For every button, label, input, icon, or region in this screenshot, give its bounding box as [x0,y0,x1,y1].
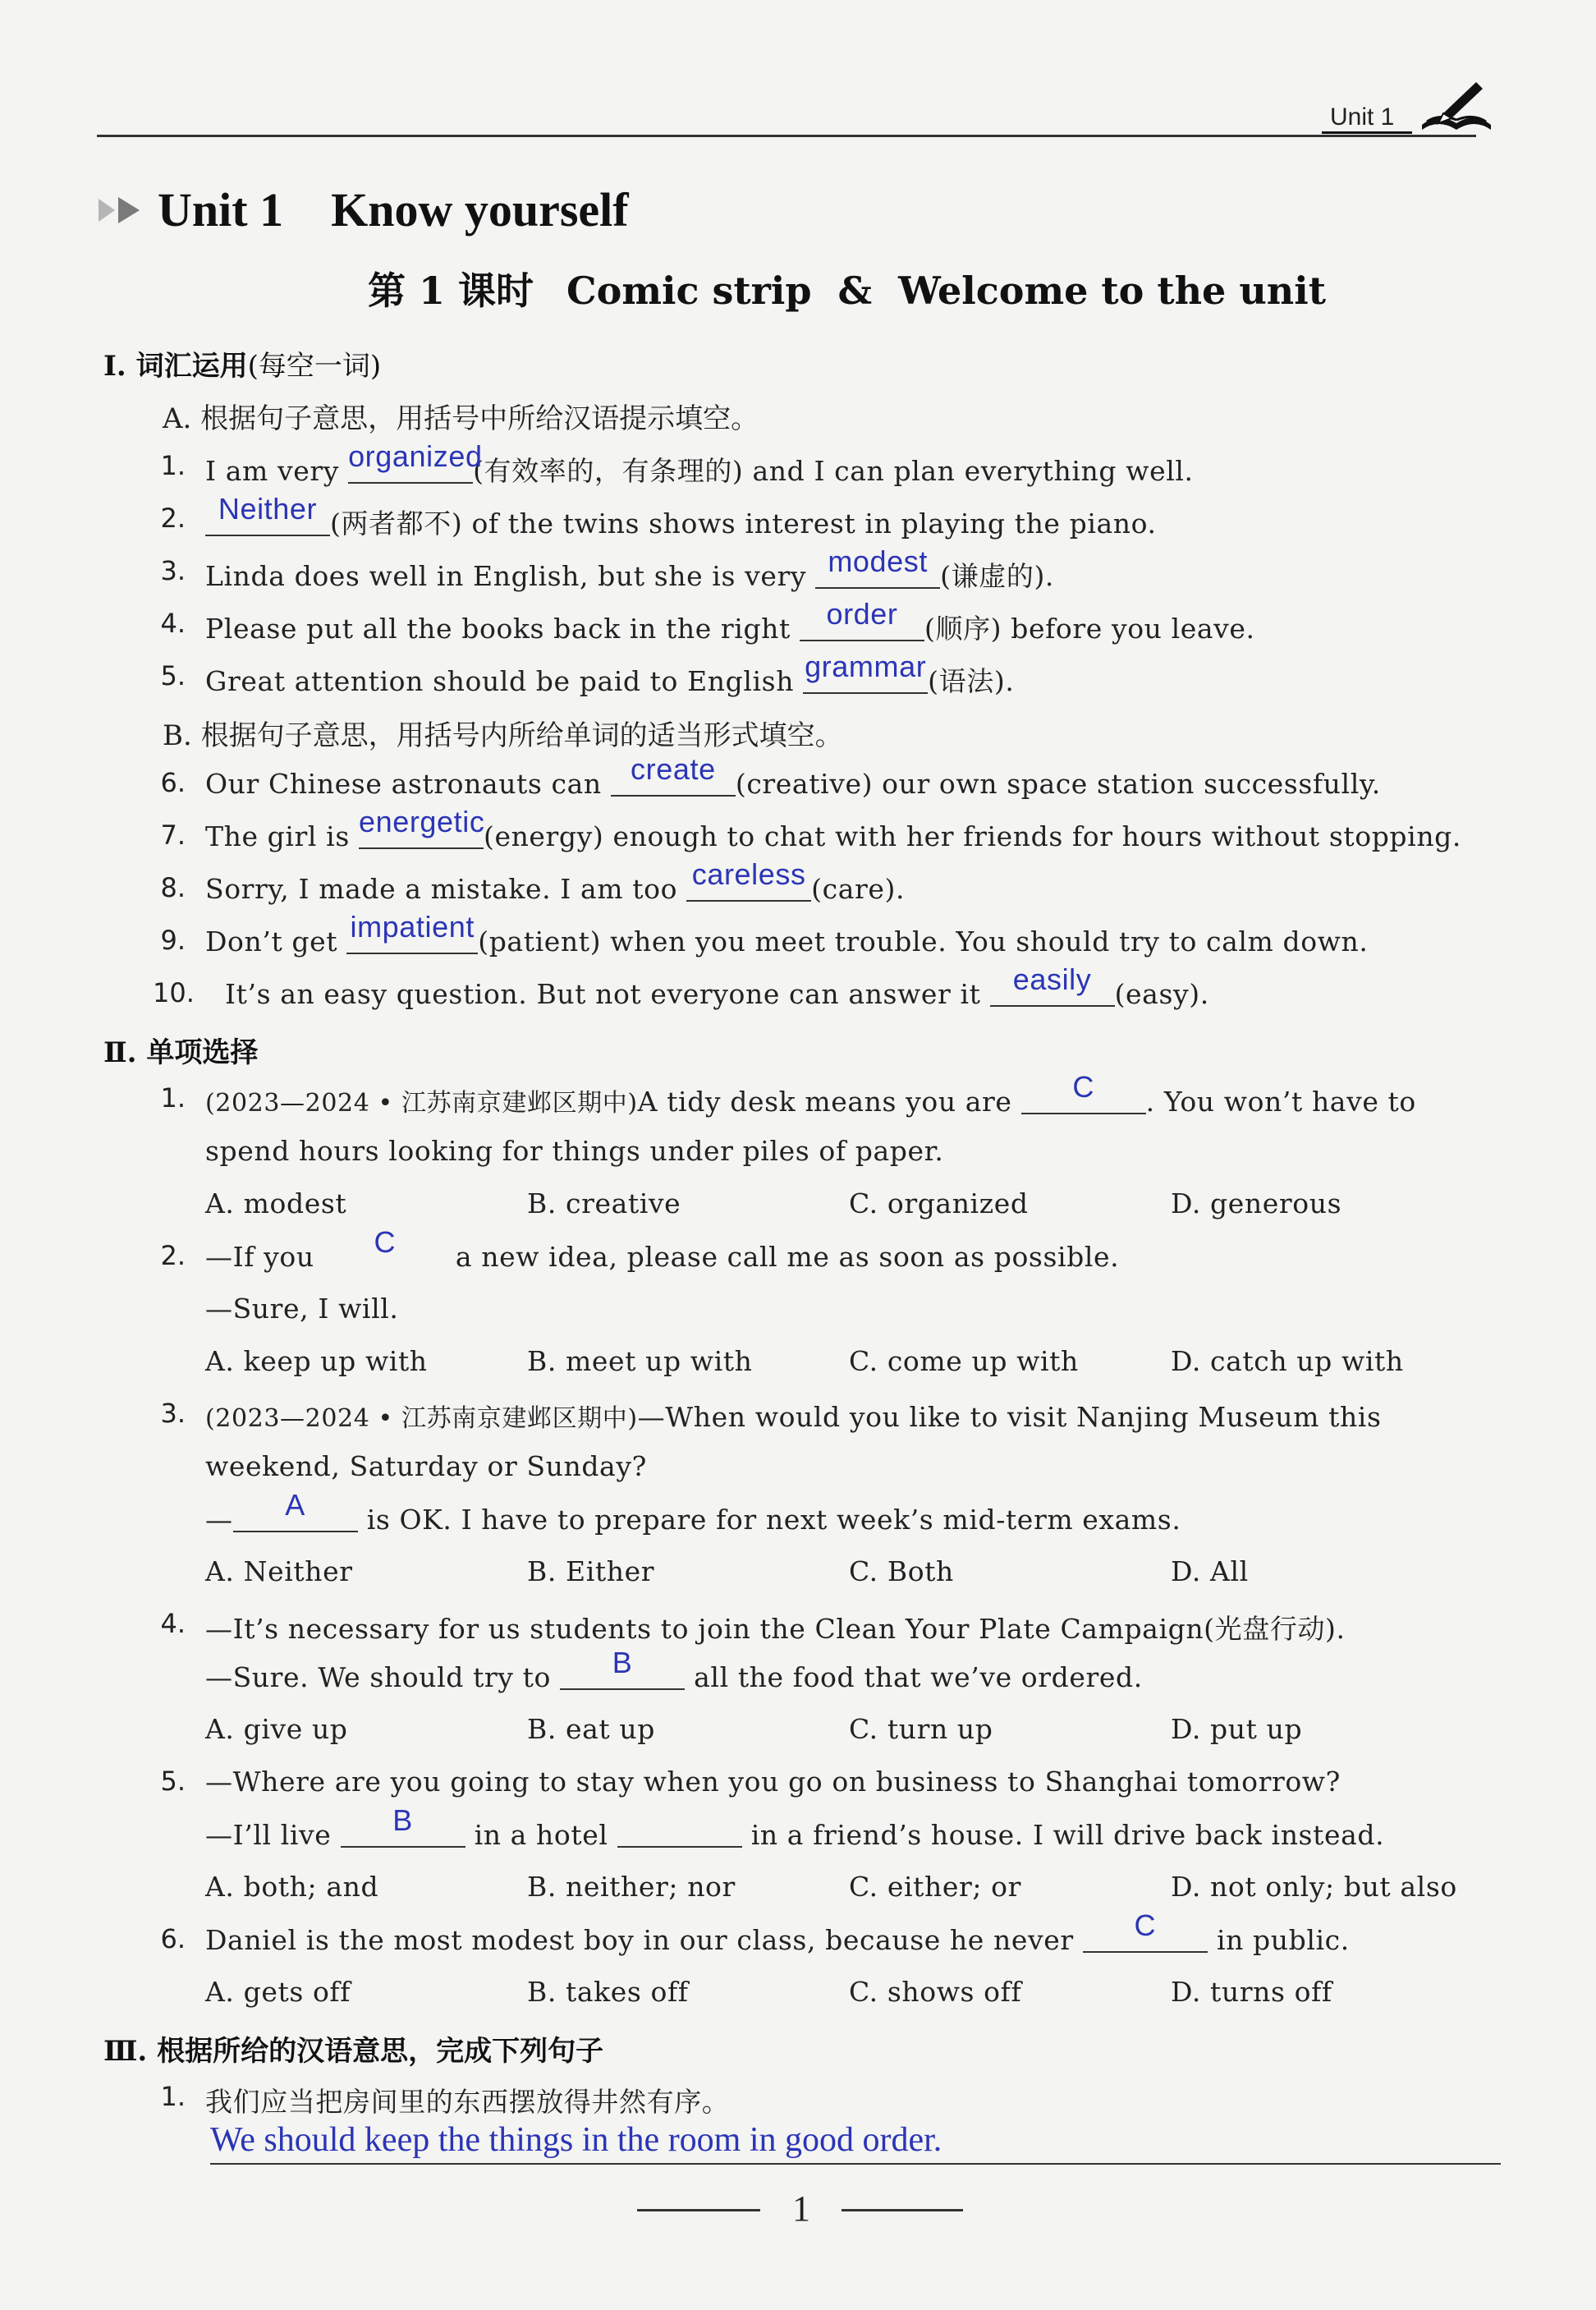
question-source: (2023—2024 • 江苏南京建邺区期中) [205,1404,638,1433]
question-number: 3. [160,1398,186,1429]
unit-title [97,182,629,237]
answer-blank[interactable] [348,439,483,484]
option-a[interactable]: A. modest [205,1187,347,1219]
lesson-title [368,261,1326,315]
unit-number: Unit 1 [158,183,284,237]
item-number: 9. [160,925,186,956]
book-pen-icon [1419,76,1494,135]
question-number: 6. [160,1923,186,1954]
item-number: 7. [160,820,186,851]
handwritten-answer: order [826,597,898,631]
mcq-stem: (2023—2024 • 江苏南京建邺区期中)A tidy desk means you are C . You won’t have to [205,1070,1416,1118]
option-d[interactable]: D. generous [1171,1187,1342,1219]
handwritten-answer: B [392,1803,413,1837]
header-unit-underline [1322,131,1412,134]
handwritten-answer: easily [1012,962,1092,996]
handwritten-sentence-answer: We should keep the things in the room in good order. [210,2121,942,2159]
option-b[interactable]: B. Either [527,1555,655,1587]
mcq-stem: (2023—2024 • 江苏南京建邺区期中)—When would you like to visit Nanjing Museum this [205,1401,1382,1433]
question-number: 1. [160,1082,186,1114]
option-a[interactable]: A. keep up with [205,1345,428,1377]
handwritten-answer: careless [691,857,806,891]
answer-blank[interactable] [686,857,811,902]
question-source: (2023—2024 • 江苏南京建邺区期中) [205,1089,638,1118]
item-number: 5. [160,660,186,691]
translation-prompt: 我们应当把房间里的东西摆放得井然有序。 [205,2086,730,2118]
option-d[interactable]: D. not only; but also [1171,1871,1457,1903]
vocab-item: The girl is energetic (energy) enough to chat with her friends for hours without stopping. [205,805,1461,852]
question-number: 5. [160,1766,186,1797]
option-c[interactable]: C. Both [849,1555,954,1587]
option-d[interactable]: D. put up [1171,1713,1303,1745]
answer-blank[interactable] [1021,1070,1146,1114]
answer-blank[interactable] [990,962,1115,1007]
lesson-title-cn: 第 1 课时 [368,269,534,313]
mcq-reply: —Sure. We should try to B all the food that we’ve ordered. [205,1646,1143,1693]
mcq-stem-continued: spend hours looking for things under piles of paper. [205,1135,944,1167]
handwritten-answer: A [285,1488,305,1522]
vocab-item: Great attention should be paid to English grammar (语法). [205,650,1015,697]
item-number: 2. [160,503,186,534]
answer-line[interactable] [210,2163,1501,2165]
handwritten-answer: C [374,1225,397,1259]
page-number-rule-right [842,2209,963,2211]
vocab-item: Sorry, I made a mistake. I am too careless (care). [205,857,906,905]
option-a[interactable]: A. Neither [205,1555,353,1587]
handwritten-answer: energetic [358,805,485,838]
item-number: 4. [160,608,186,639]
option-d[interactable]: D. turns off [1171,1976,1332,2008]
mcq-stem: —If you C a new idea, please call me as soon as possible. [205,1225,1120,1273]
answer-blank[interactable] [815,544,940,589]
handwritten-answer: C [1072,1070,1094,1104]
option-b[interactable]: B. creative [527,1187,681,1219]
option-b[interactable]: B. takes off [527,1976,689,2008]
question-number: 2. [160,1240,186,1271]
section-1-note: (每空一词) [247,350,382,383]
section-1-heading: Ⅰ. 词汇运用(每空一词) [103,350,382,383]
lesson-title-en: Comic strip & Welcome to the unit [566,269,1326,313]
vocab-item: I am very organized (有效率的，有条理的) and I can plan everything well. [205,439,1194,487]
option-b[interactable]: B. eat up [527,1713,655,1745]
option-a[interactable]: A. gets off [205,1976,351,2008]
option-d[interactable]: D. All [1171,1555,1249,1587]
section-2-heading: Ⅱ. 单项选择 [103,1036,259,1069]
mcq-stem: Daniel is the most modest boy in our class, because he never C in public. [205,1908,1350,1956]
mcq-stem-continued: weekend, Saturday or Sunday? [205,1450,647,1482]
mcq-reply: —I’ll live B in a hotel in a friend’s house. I will drive back instead. [205,1803,1385,1851]
item-number: 1. [160,450,186,481]
vocab-item: Don’t get impatient (patient) when you meet trouble. You should try to calm down. [205,910,1369,958]
answer-blank[interactable] [803,650,928,694]
option-a[interactable]: A. both; and [205,1871,379,1903]
handwritten-answer: grammar [805,650,927,683]
answer-blank[interactable] [205,492,330,536]
answer-blank-second[interactable] [617,1818,742,1848]
vocab-item: Neither (两者都不) of the twins shows interest in playing the piano. [205,503,1157,541]
vocab-item: Our Chinese astronauts can create (creative) our own space station successfully. [205,752,1381,800]
option-b[interactable]: B. meet up with [527,1345,753,1377]
handwritten-answer: create [631,752,716,786]
mcq-stem: —Where are you going to stay when you go on business to Shanghai tomorrow? [205,1766,1341,1798]
vocab-item: Linda does well in English, but she is very modest (谦虚的). [205,544,1055,592]
handwritten-answer: C [1134,1908,1157,1942]
page-number-rule-left [637,2209,760,2211]
item-number: 8. [160,872,186,903]
double-arrow-icon [97,194,154,227]
answer-blank[interactable] [233,1488,358,1532]
answer-blank[interactable] [611,752,736,797]
handwritten-answer: organized [348,439,483,473]
item-number: 10. [153,977,195,1008]
mcq-reply: —Sure, I will. [205,1293,399,1325]
handwritten-answer: modest [828,544,928,578]
unit-topic: Know yourself [331,183,629,237]
answer-blank[interactable] [358,805,485,849]
answer-blank[interactable] [800,597,924,641]
option-c[interactable]: C. either; or [849,1871,1022,1903]
vocab-item: Please put all the books back in the right order (顺序) before you leave. [205,597,1255,645]
handwritten-answer: Neither [218,492,318,526]
option-c[interactable]: C. organized [849,1187,1029,1219]
option-b[interactable]: B. neither; nor [527,1871,736,1903]
answer-blank[interactable] [1083,1908,1208,1953]
option-a[interactable]: A. give up [205,1713,348,1745]
handwritten-answer: B [612,1646,633,1679]
item-number: 6. [160,767,186,798]
part-a-instruction: A. 根据句子意思，用括号中所给汉语提示填空。 [163,402,759,435]
part-b-instruction: B. 根据句子意思，用括号内所给单词的适当形式填空。 [163,719,843,752]
answer-blank[interactable] [346,910,478,954]
section-3-heading: Ⅲ. 根据所给的汉语意思，完成下列句子 [103,2035,604,2068]
header-unit-label: Unit 1 [1330,103,1395,131]
header-rule [97,135,1476,137]
vocab-item: It’s an easy question. But not everyone can answer it easily (easy). [225,962,1209,1010]
answer-blank[interactable] [323,1225,447,1270]
mcq-reply: — A is OK. I have to prepare for next week’s mid-term exams. [205,1488,1181,1536]
question-number: 1. [160,2081,186,2112]
answer-blank[interactable] [341,1803,466,1848]
item-number: 3. [160,555,186,586]
question-number: 4. [160,1608,186,1639]
answer-blank[interactable] [560,1646,685,1690]
handwritten-answer: impatient [350,910,475,944]
option-c[interactable]: C. shows off [849,1976,1022,2008]
mcq-stem: —It’s necessary for us students to join the Clean Your Plate Campaign(光盘行动). [205,1613,1346,1645]
page-number: 1 [792,2188,810,2229]
option-c[interactable]: C. come up with [849,1345,1079,1377]
option-c[interactable]: C. turn up [849,1713,993,1745]
option-d[interactable]: D. catch up with [1171,1345,1404,1377]
